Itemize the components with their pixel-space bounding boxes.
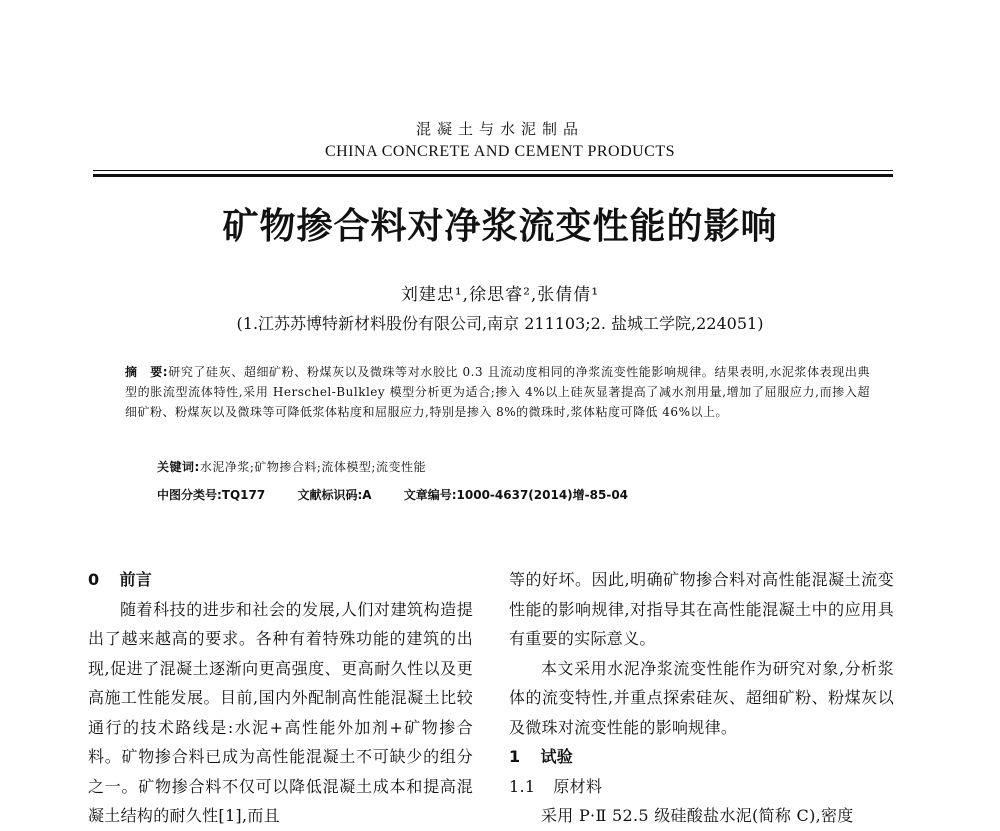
header-rule-thin xyxy=(93,170,893,171)
article-title: 矿物掺合料对净浆流变性能的影响 xyxy=(222,206,778,247)
author-affiliation: (1.江苏苏博特新材料股份有限公司,南京 211103;2. 盐城工学院,224051) xyxy=(236,314,764,333)
abstract xyxy=(125,362,870,422)
abstract-text: 研究了硅灰、超细矿粉、粉煤灰以及微珠等对水胶比 0.3 且流动度相同的净浆流变性能影响规律。结果表明,水泥浆体表现出典型的胀流型流体特性,采用 Herschel-Bulkley 模型分析更为适合;掺入 4%以上硅灰显著提高了减水剂用量,增加了屈服应力,而掺入超细矿粉、粉煤灰以及微珠等可降低浆体粘度和屈服应力,特别是掺入 8%的微珠时,浆体粘度可降低 46%以上。 xyxy=(125,365,870,419)
body-column-left xyxy=(88,565,473,831)
paragraph: 等的好坏。因此,明确矿物掺合料对高性能混凝土流变性能的影响规律,对指导其在高性能混凝土中的应用具有重要的实际意义。 xyxy=(509,570,894,648)
document-code: 文献标识码:A xyxy=(297,488,372,502)
section-heading-1 xyxy=(509,742,894,772)
section-number: 1 xyxy=(509,747,521,766)
paragraph: 本文采用水泥净浆流变性能作为研究对象,分析浆体的流变特性,并重点探索硅灰、超细矿粉、粉煤灰以及微珠对流变性能的影响规律。 xyxy=(509,658,894,737)
keywords xyxy=(157,458,426,475)
section-heading-0 xyxy=(88,565,473,595)
subsection-title: 原材料 xyxy=(553,776,603,796)
classification-line xyxy=(157,486,656,503)
journal-name-chinese: 混凝土与水泥制品 xyxy=(415,120,584,138)
section-title: 试验 xyxy=(540,747,574,766)
article-authors: 刘建忠¹,徐思睿²,张倩倩¹ xyxy=(400,285,600,305)
clc-number: 中图分类号:TQ177 xyxy=(157,488,266,502)
body-column-right xyxy=(509,565,894,831)
subsection-heading-1-1 xyxy=(509,772,894,802)
section-title: 前言 xyxy=(119,570,153,589)
journal-name-english: CHINA CONCRETE AND CEMENT PRODUCTS xyxy=(324,143,676,160)
subsection-number: 1.1 xyxy=(509,776,536,796)
header-rule-thick xyxy=(93,174,893,177)
abstract-label: 摘 要: xyxy=(125,365,169,379)
article-number: 文章编号:1000-4637(2014)增-85-04 xyxy=(403,488,629,502)
section-number: 0 xyxy=(88,570,100,589)
keywords-label: 关键词: xyxy=(157,460,200,474)
paragraph: 随着科技的进步和社会的发展,人们对建筑构造提出了越来越高的要求。各种有着特殊功能的建筑的出现,促进了混凝土逐渐向更高强度、更高耐久性以及更高施工性能发展。目前,国内外配制高性能混凝土比较通行的技术路线是:水泥+高性能外加剂+矿物掺合料。矿物掺合料已成为高性能混凝土不可缺少的组分之一。矿物掺合料不仅可以降低混凝土成本和提高混凝土结构的耐久性[1],而且 xyxy=(88,599,473,825)
paragraph: 采用 P·Ⅱ 52.5 级硅酸盐水泥(简称 C),密度 xyxy=(541,806,854,825)
keywords-text: 水泥净浆;矿物掺合料;流体模型;流变性能 xyxy=(199,460,426,474)
